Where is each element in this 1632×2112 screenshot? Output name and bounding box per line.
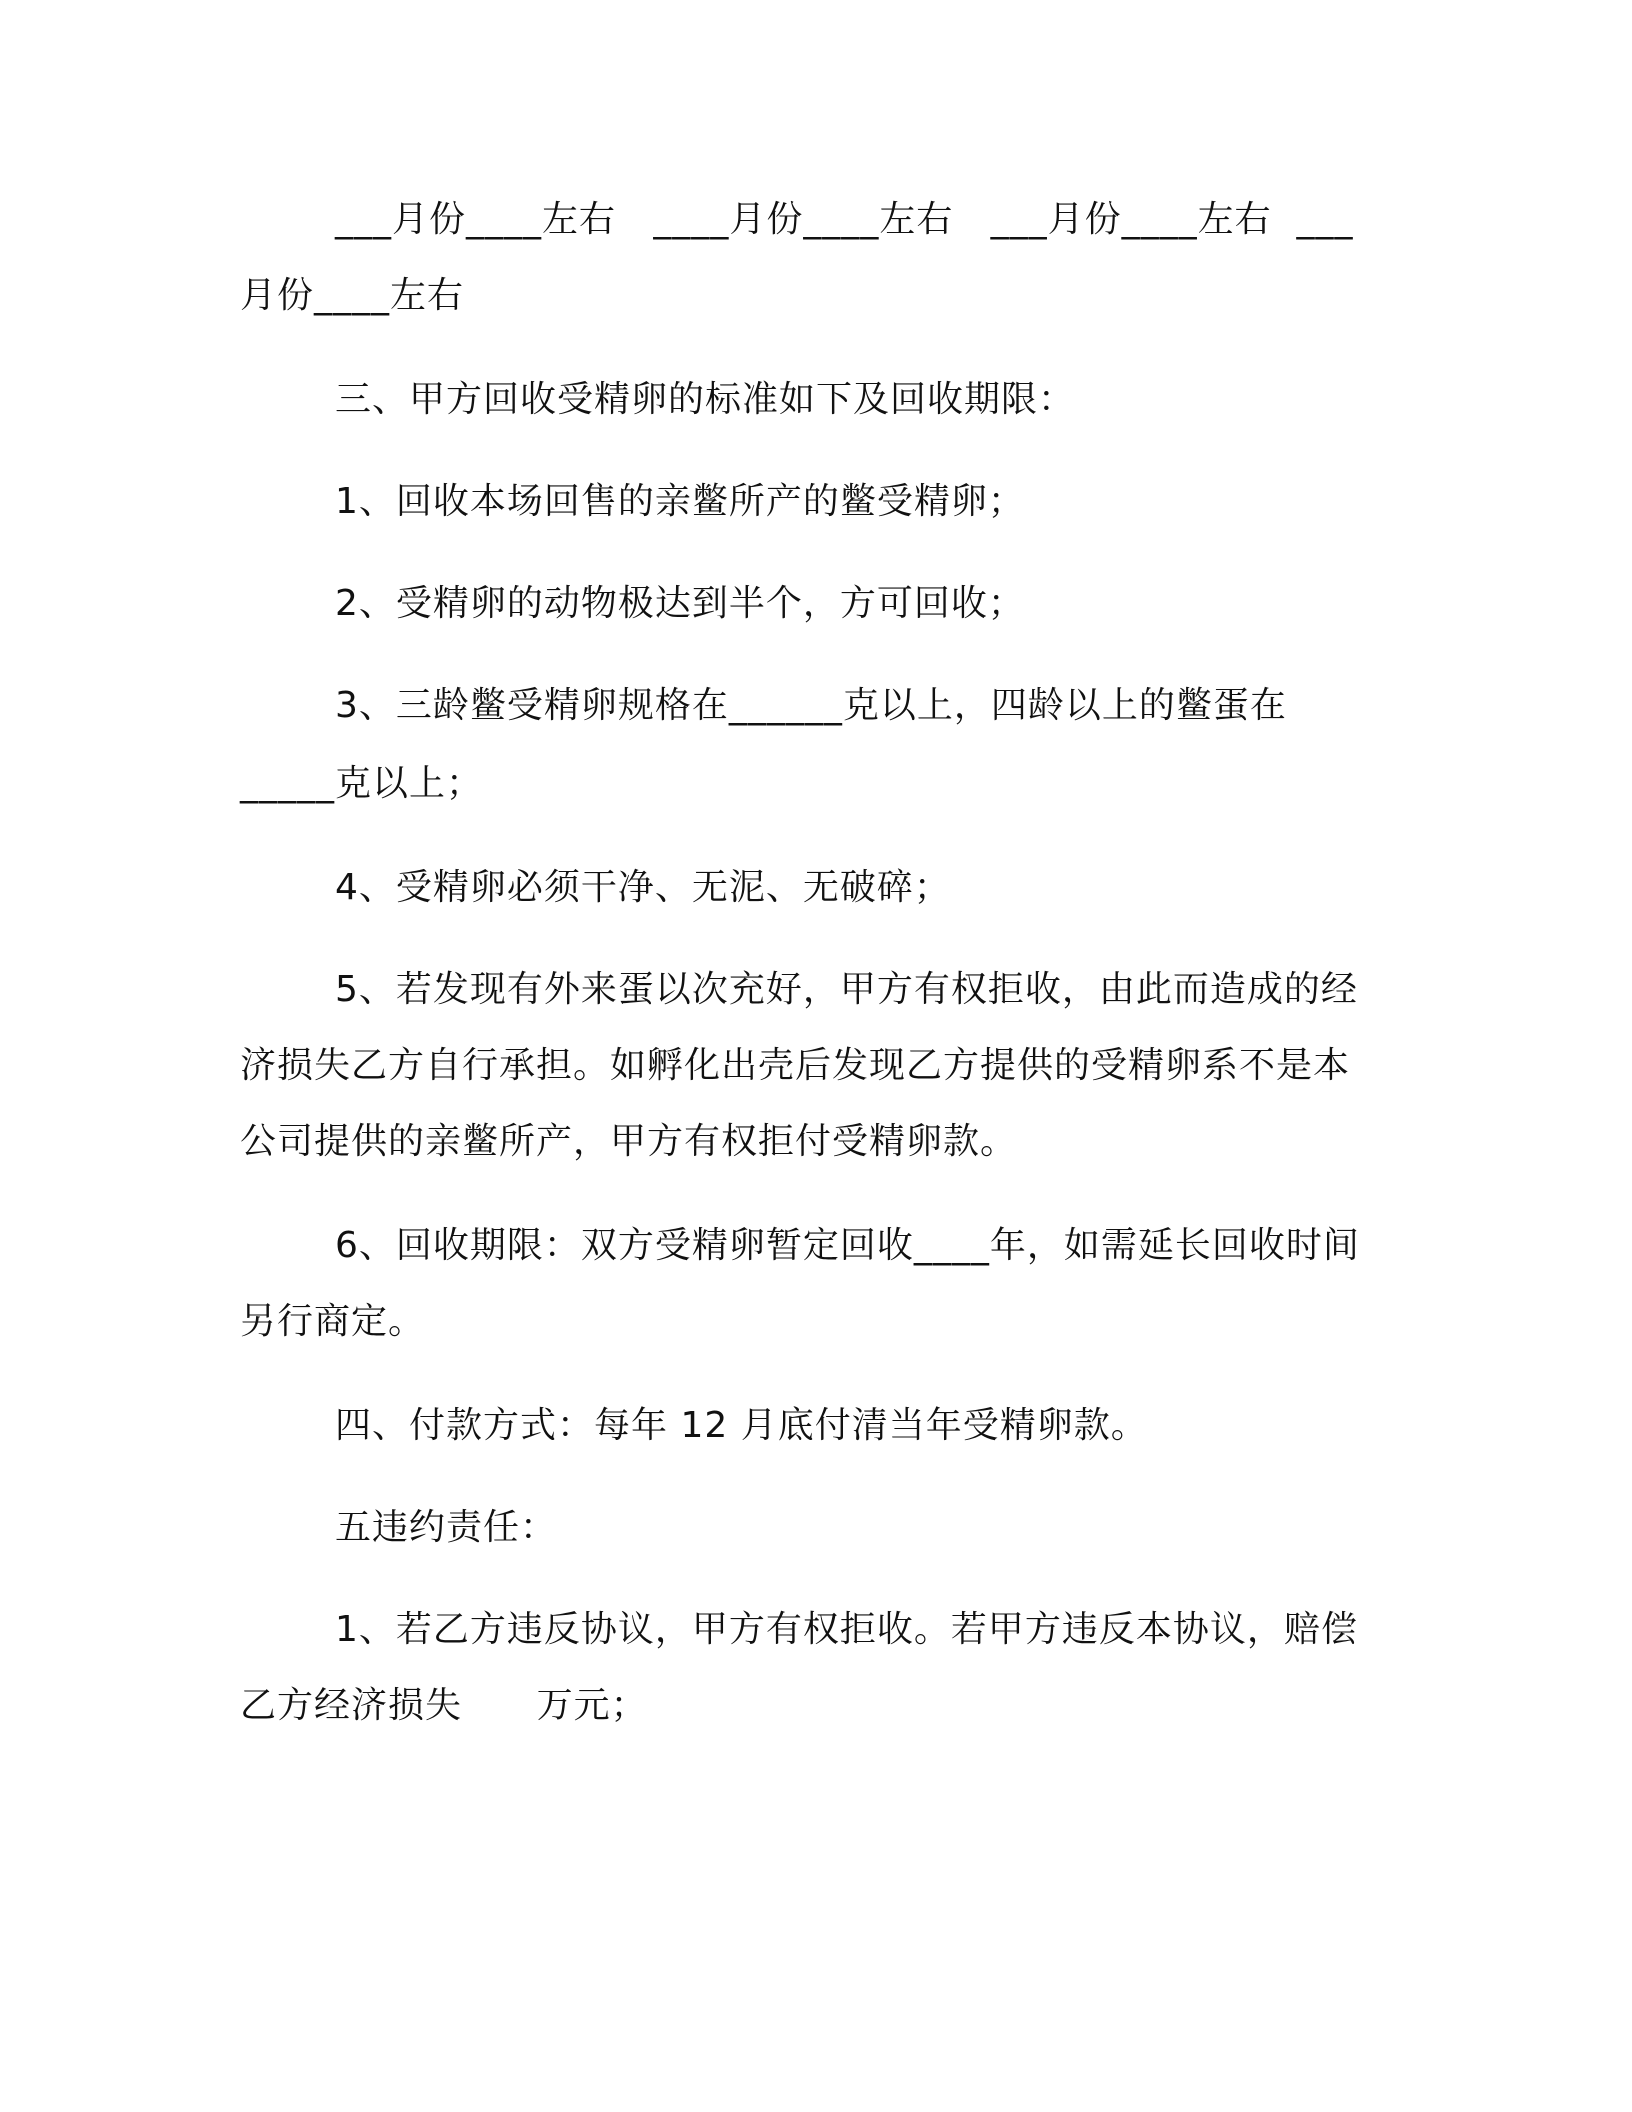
section-heading: 四、付款方式：每年 12 月底付清当年受精卵款。 — [335, 1405, 1148, 1446]
section-heading: 五违约责任： — [335, 1507, 558, 1548]
list-item: 3、三龄鳖受精卵规格在______克以上，四龄以上的鳖蛋在 — [335, 685, 1287, 726]
text-line: 另行商定。 — [240, 1301, 426, 1342]
text-line: 公司提供的亲鳖所产，甲方有权拒付受精卵款。 — [240, 1121, 1018, 1162]
list-item: 4、受精卵必须干净、无泥、无破碎； — [335, 867, 951, 908]
text-line: ___月份____左右 ____月份____左右 ___月份____左右 ___ — [335, 199, 1354, 240]
text-line: 乙方经济损失 万元； — [240, 1685, 648, 1726]
text-line: 月份____左右 — [240, 275, 465, 316]
list-item: 1、若乙方违反协议，甲方有权拒收。若甲方违反本协议，赔偿 — [335, 1609, 1358, 1650]
list-item: 6、回收期限：双方受精卵暂定回收____年，如需延长回收时间 — [335, 1225, 1360, 1266]
list-item: 2、受精卵的动物极达到半个，方可回收； — [335, 583, 1025, 624]
text-line: _____克以上； — [240, 763, 484, 804]
section-heading: 三、甲方回收受精卵的标准如下及回收期限： — [335, 379, 1076, 420]
list-item: 1、回收本场回售的亲鳖所产的鳖受精卵； — [335, 481, 1025, 522]
list-item: 5、若发现有外来蛋以次充好，甲方有权拒收，由此而造成的经 — [335, 969, 1358, 1010]
text-line: 济损失乙方自行承担。如孵化出壳后发现乙方提供的受精卵系不是本 — [240, 1045, 1351, 1086]
